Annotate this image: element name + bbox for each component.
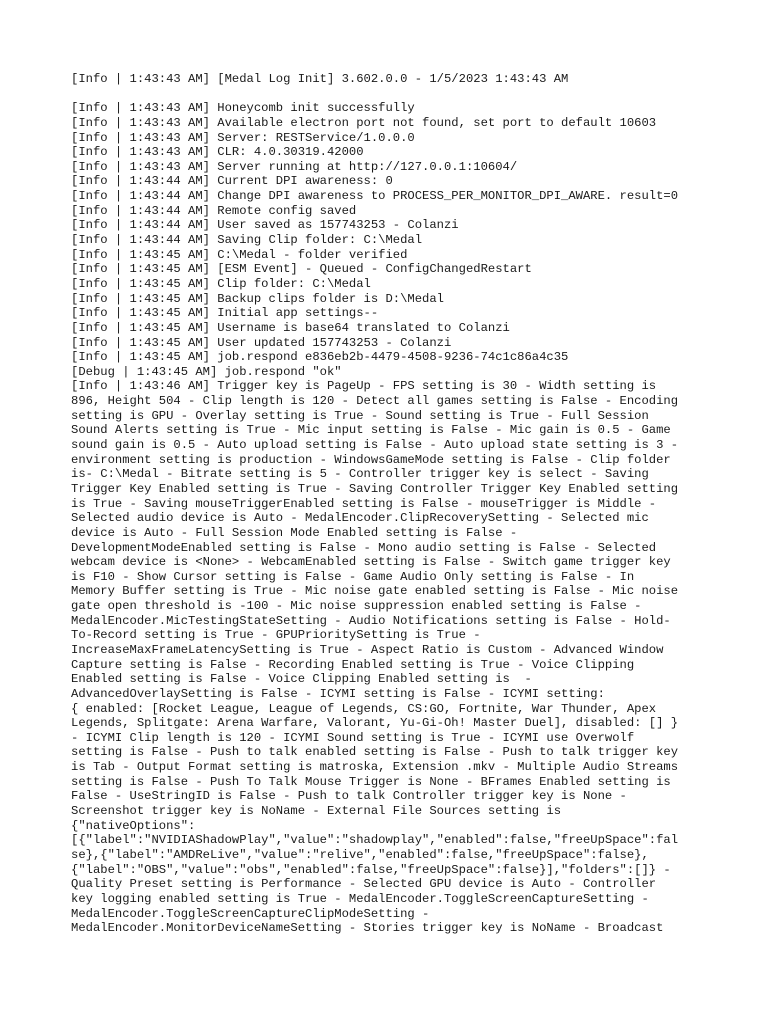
settings-line: se},{"label":"AMDReLive","value":"relive","enabled":false,"freeUpSpace":false},: [71, 847, 649, 862]
settings-line: Screenshot trigger key is NoName - External File Sources setting is: [71, 804, 562, 819]
blank-line: [71, 87, 701, 102]
settings-line: is Tab - Output Format setting is matroska, Extension .mkv - Multiple Audio Streams: [71, 760, 679, 775]
settings-line: is True - Saving mouseTriggerEnabled setting is False - mouseTrigger is Middle -: [71, 496, 657, 511]
settings-line: Quality Preset setting is Performance - Selected GPU device is Auto - Controller: [71, 877, 657, 892]
log-line: [Info | 1:43:44 AM] Change DPI awareness to PROCESS_PER_MONITOR_DPI_AWARE. result=0: [71, 189, 679, 204]
settings-line: 896, Height 504 - Clip length is 120 - Detect all games setting is False - Encoding: [71, 394, 679, 409]
settings-line: { enabled: [Rocket League, League of Legends, CS:GO, Fortnite, War Thunder, Apex: [71, 701, 657, 716]
settings-line: AdvancedOverlaySetting is False - ICYMI setting is False - ICYMI setting:: [71, 686, 605, 701]
log-line: [Info | 1:43:45 AM] C:\Medal - folder verified: [71, 247, 408, 262]
settings-line: Sound Alerts setting is True - Mic input setting is False - Mic gain is 0.5 - Game: [71, 423, 671, 438]
settings-line: MedalEncoder.MonitorDeviceNameSetting - Stories trigger key is NoName - Broadcast: [71, 921, 664, 936]
log-line: [Info | 1:43:45 AM] Clip folder: C:\Medal: [71, 276, 371, 291]
settings-line: Selected audio device is Auto - MedalEncoder.ClipRecoverySetting - Selected mic: [71, 511, 649, 526]
settings-line: Legends, Splitgate: Arena Warfare, Valorant, Yu-Gi-Oh! Master Duel], disabled: [] }: [71, 716, 679, 731]
settings-line: Capture setting is False - Recording Enabled setting is True - Voice Clipping: [71, 657, 635, 672]
log-line: [Info | 1:43:45 AM] Initial app settings--: [71, 306, 379, 321]
settings-line: setting is GPU - Overlay setting is True - Sound setting is True - Full Session: [71, 408, 649, 423]
settings-line: is- C:\Medal - Bitrate setting is 5 - Controller trigger key is select - Saving: [71, 467, 649, 482]
log-entries: [71, 101, 701, 379]
settings-line: DevelopmentModeEnabled setting is False - Mono audio setting is False - Selected: [71, 540, 657, 555]
log-line: [Info | 1:43:45 AM] Backup clips folder is D:\Medal: [71, 291, 444, 306]
settings-dump: [71, 379, 701, 935]
settings-line: IncreaseMaxFrameLatencySetting is True - Aspect Ratio is Custom - Advanced Window: [71, 642, 664, 657]
settings-line: False - UseStringID is False - Push to talk Controller trigger key is None -: [71, 789, 627, 804]
log-line: [Info | 1:43:45 AM] Username is base64 translated to Colanzi: [71, 320, 510, 335]
settings-line: environment setting is production - WindowsGameMode setting is False - Clip folder: [71, 452, 671, 467]
log-line: [Info | 1:43:44 AM] Remote config saved: [71, 203, 357, 218]
settings-line: is F10 - Show Cursor setting is False - Game Audio Only setting is False - In: [71, 569, 635, 584]
log-line: [Info | 1:43:44 AM] Current DPI awareness: 0: [71, 174, 393, 189]
log-line: [Info | 1:43:45 AM] job.respond e836eb2b-4479-4508-9236-74c1c86a4c35: [71, 350, 569, 365]
settings-line: setting is False - Push To Talk Mouse Trigger is None - BFrames Enabled setting is: [71, 774, 671, 789]
log-line: [Info | 1:43:43 AM] Server running at http://127.0.0.1:10604/: [71, 159, 518, 174]
settings-line: Enabled setting is False - Voice Clipping Enabled setting is -: [71, 672, 532, 687]
settings-line: key logging enabled setting is True - MedalEncoder.ToggleScreenCaptureSetting -: [71, 891, 649, 906]
settings-line: {"label":"OBS","value":"obs","enabled":false,"freeUpSpace":false}],"folders":[]} -: [71, 862, 671, 877]
log-line: [Info | 1:43:45 AM] User updated 157743253 - Colanzi: [71, 335, 452, 350]
settings-line: Memory Buffer setting is True - Mic noise gate enabled setting is False - Mic noise: [71, 584, 679, 599]
log-line: [Info | 1:43:43 AM] Available electron port not found, set port to default 10603: [71, 115, 657, 130]
settings-line: [Info | 1:43:46 AM] Trigger key is PageUp - FPS setting is 30 - Width setting is: [71, 379, 657, 394]
settings-line: webcam device is <None> - WebcamEnabled setting is False - Switch game trigger key: [71, 555, 671, 570]
log-document: [71, 72, 701, 936]
settings-line: [{"label":"NVIDIAShadowPlay","value":"shadowplay","enabled":false,"freeUpSpace":fal: [71, 833, 679, 848]
log-line: [Info | 1:43:44 AM] Saving Clip folder: C:\Medal: [71, 233, 423, 248]
log-line: [Info | 1:43:43 AM] CLR: 4.0.30319.42000: [71, 145, 364, 160]
log-line: [Info | 1:43:43 AM] Honeycomb init successfully: [71, 101, 415, 116]
settings-line: gate open threshold is -100 - Mic noise suppression enabled setting is False -: [71, 599, 642, 614]
settings-line: sound gain is 0.5 - Auto upload setting is False - Auto upload state setting is 3 -: [71, 438, 679, 453]
settings-line: device is Auto - Full Session Mode Enabled setting is False -: [71, 525, 518, 540]
settings-line: setting is False - Push to talk enabled setting is False - Push to talk trigger key: [71, 745, 679, 760]
log-header: [Info | 1:43:43 AM] [Medal Log Init] 3.602.0.0 - 1/5/2023 1:43:43 AM: [71, 72, 569, 86]
settings-line: {"nativeOptions":: [71, 818, 196, 833]
settings-line: - ICYMI Clip length is 120 - ICYMI Sound setting is True - ICYMI use Overwolf: [71, 730, 635, 745]
settings-line: MedalEncoder.ToggleScreenCaptureClipModeSetting -: [71, 906, 430, 921]
log-line: [Info | 1:43:44 AM] User saved as 157743253 - Colanzi: [71, 218, 459, 233]
settings-line: MedalEncoder.MicTestingStateSetting - Audio Notifications setting is False - Hold-: [71, 613, 671, 628]
log-line: [Debug | 1:43:45 AM] job.respond "ok": [71, 364, 342, 379]
settings-line: To-Record setting is True - GPUPrioritySetting is True -: [71, 628, 481, 643]
log-line: [Info | 1:43:45 AM] [ESM Event] - Queued - ConfigChangedRestart: [71, 262, 532, 277]
settings-line: Trigger Key Enabled setting is True - Saving Controller Trigger Key Enabled setting: [71, 481, 679, 496]
log-line: [Info | 1:43:43 AM] Server: RESTService/1.0.0.0: [71, 130, 415, 145]
